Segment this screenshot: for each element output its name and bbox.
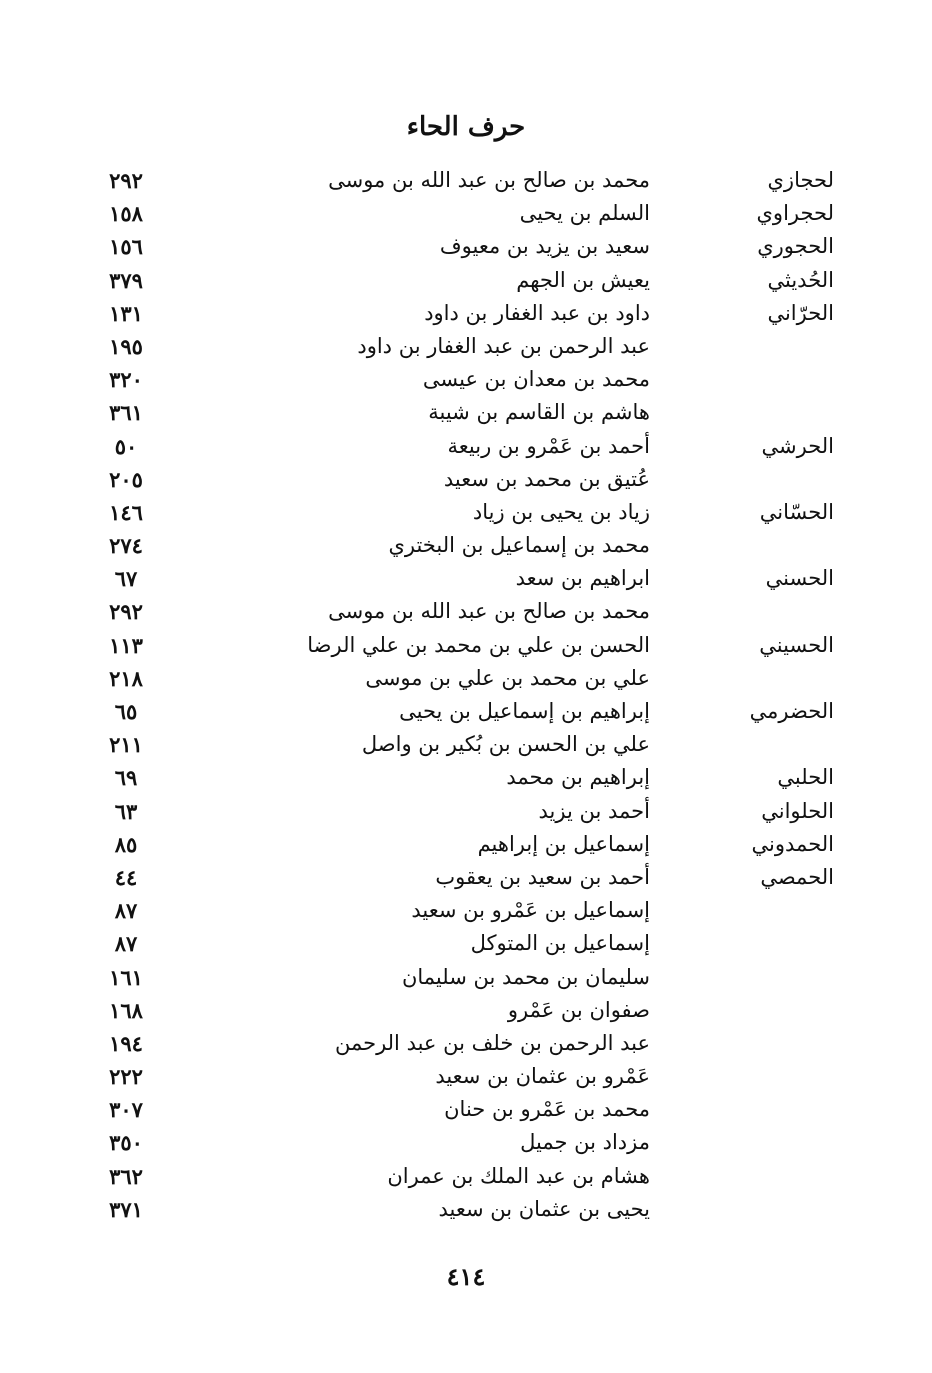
page-reference: ٦٧ [114, 566, 138, 592]
page-reference: ٨٥ [114, 831, 138, 857]
page-reference: ٨٧ [114, 898, 138, 924]
person-name: أحمد بن سعيد بن يعقوب [435, 864, 650, 889]
index-entry-row [0, 662, 932, 695]
page-reference: ١٩٥ [109, 333, 143, 359]
index-entry-row [0, 1027, 932, 1060]
person-name: زياد بن يحيى بن زياد [472, 499, 650, 524]
page-reference: ١٦٨ [109, 997, 143, 1023]
index-entry-row [0, 562, 932, 595]
index-entry-row [0, 297, 932, 330]
page-reference: ١٦١ [109, 964, 143, 990]
person-name: عَمْرو بن عثمان بن سعيد [435, 1064, 650, 1089]
person-name: يعيش بن الجهم [516, 267, 650, 292]
person-name: ابراهيم بن سعد [515, 566, 650, 591]
page-reference: ٣٧٩ [109, 267, 143, 293]
page-reference: ٢١١ [109, 732, 143, 758]
index-entry-row [0, 164, 932, 197]
nisba-label: الحمدوني [751, 831, 834, 856]
page-reference: ٦٥ [114, 699, 138, 724]
index-entry-row [0, 728, 932, 761]
index-entry-row [0, 795, 932, 828]
index-entry-row [0, 330, 932, 363]
page-reference: ١١٣ [109, 632, 143, 658]
page-reference: ٢٠٥ [109, 466, 143, 492]
section-heading: حرف الحاء [406, 112, 526, 142]
index-entry-row [0, 264, 932, 297]
index-entry-row [0, 629, 932, 662]
index-entry-row [0, 861, 932, 894]
person-name: إبراهيم بن إسماعيل بن يحيى [399, 699, 650, 723]
person-name: محمد بن صالح بن عبد الله بن موسى [328, 599, 650, 624]
person-name: يحيى بن عثمان بن سعيد [438, 1196, 650, 1221]
nisba-label: لحجراوي [756, 201, 834, 226]
person-name: صفوان بن عَمْرو [507, 997, 650, 1022]
nisba-label: الحسني [765, 566, 834, 591]
person-name: عبد الرحمن بن عبد الغفار بن داود [357, 333, 650, 358]
index-entry-row [0, 197, 932, 230]
page-reference: ٢٢٢ [109, 1064, 143, 1090]
index-entry-row [0, 1093, 932, 1126]
index-entry-row [0, 828, 932, 861]
index-entry-row [0, 695, 932, 728]
person-name: إسماعيل بن إبراهيم [477, 831, 650, 856]
nisba-label: الحلواني [761, 798, 834, 823]
index-entry-row [0, 595, 932, 628]
person-name: إسماعيل بن عَمْرو بن سعيد [411, 898, 650, 923]
page-reference: ٢٩٢ [109, 168, 143, 193]
nisba-label: لحجازي [767, 168, 834, 192]
person-name: أحمد بن عَمْرو بن ربيعة [447, 433, 650, 458]
index-entry-row [0, 1060, 932, 1093]
page-reference: ٣٢٠ [109, 367, 143, 393]
nisba-label: الحسّاني [759, 499, 834, 524]
person-name: هاشم بن القاسم بن شيبة [428, 400, 650, 425]
page-reference: ١٩٤ [109, 1030, 143, 1056]
index-entry-row [0, 894, 932, 927]
index-entry-row [0, 529, 932, 562]
person-name: الحسن بن علي بن محمد بن علي الرضا [307, 632, 650, 657]
person-name: علي بن محمد بن علي بن موسى [365, 665, 650, 690]
person-name: أحمد بن يزيد [538, 798, 650, 823]
page-reference: ٣٧١ [109, 1196, 143, 1222]
page-reference: ٣٦٢ [109, 1163, 143, 1189]
person-name: عُتيق بن محمد بن سعيد [443, 466, 650, 491]
page-reference: ٨٧ [114, 931, 138, 957]
index-entry-row [0, 496, 932, 529]
index-entries [0, 164, 932, 1226]
nisba-label: الحرّاني [767, 300, 834, 325]
person-name: سعيد بن يزيد بن معيوف [439, 234, 650, 259]
nisba-label: الحسيني [759, 632, 834, 657]
index-entry-row [0, 961, 932, 994]
page-reference: ١٤٦ [109, 499, 143, 525]
person-name: السلم بن يحيى [519, 201, 650, 226]
person-name: إبراهيم بن محمد [506, 765, 650, 790]
index-entry-row [0, 1160, 932, 1193]
page-reference: ٦٩ [114, 765, 138, 791]
person-name: هشام بن عبد الملك بن عمران [387, 1163, 650, 1188]
nisba-label: الحلبي [777, 765, 834, 790]
page-reference: ٤٤ [114, 864, 138, 890]
nisba-label: الحجوري [757, 234, 834, 259]
page-reference: ٣٦١ [109, 400, 143, 426]
page-reference: ١٥٨ [109, 201, 143, 227]
person-name: سليمان بن محمد بن سليمان [401, 964, 650, 989]
person-name: مزداد بن جميل [520, 1130, 650, 1155]
nisba-label: الحرشي [761, 433, 834, 458]
nisba-label: الحضرمي [749, 699, 834, 723]
page-reference: ٢٧٤ [109, 533, 143, 559]
page-reference: ٦٣ [114, 798, 138, 824]
page-reference: ٢٩٢ [109, 599, 143, 625]
page-reference: ٥٠ [114, 433, 138, 459]
person-name: محمد بن عَمْرو بن حنان [444, 1097, 650, 1122]
nisba-label: الحمصي [760, 864, 834, 889]
page-reference: ٢١٨ [109, 665, 143, 691]
index-entry-row [0, 430, 932, 463]
index-entry-row [0, 396, 932, 429]
page-reference: ١٣١ [109, 300, 143, 326]
page-reference: ١٥٦ [109, 234, 143, 260]
person-name: داود بن عبد الغفار بن داود [424, 300, 650, 325]
index-entry-row [0, 994, 932, 1027]
index-entry-row [0, 1193, 932, 1226]
page-reference: ٣٠٧ [109, 1097, 143, 1123]
index-entry-row [0, 927, 932, 960]
person-name: إسماعيل بن المتوكل [470, 931, 650, 956]
index-entry-row [0, 761, 932, 794]
nisba-label: الحُديثي [767, 267, 834, 292]
person-name: محمد بن معدان بن عيسى [422, 367, 650, 392]
page-number: ٤١٤ [446, 1262, 486, 1291]
person-name: محمد بن إسماعيل بن البختري [388, 533, 650, 558]
index-entry-row [0, 363, 932, 396]
person-name: محمد بن صالح بن عبد الله بن موسى [328, 168, 650, 192]
page-reference: ٣٥٠ [109, 1130, 143, 1156]
index-entry-row [0, 463, 932, 496]
person-name: علي بن الحسن بن بُكير بن واصل [361, 732, 650, 757]
person-name: عبد الرحمن بن خلف بن عبد الرحمن [334, 1030, 650, 1055]
index-entry-row [0, 1126, 932, 1159]
index-entry-row [0, 230, 932, 263]
